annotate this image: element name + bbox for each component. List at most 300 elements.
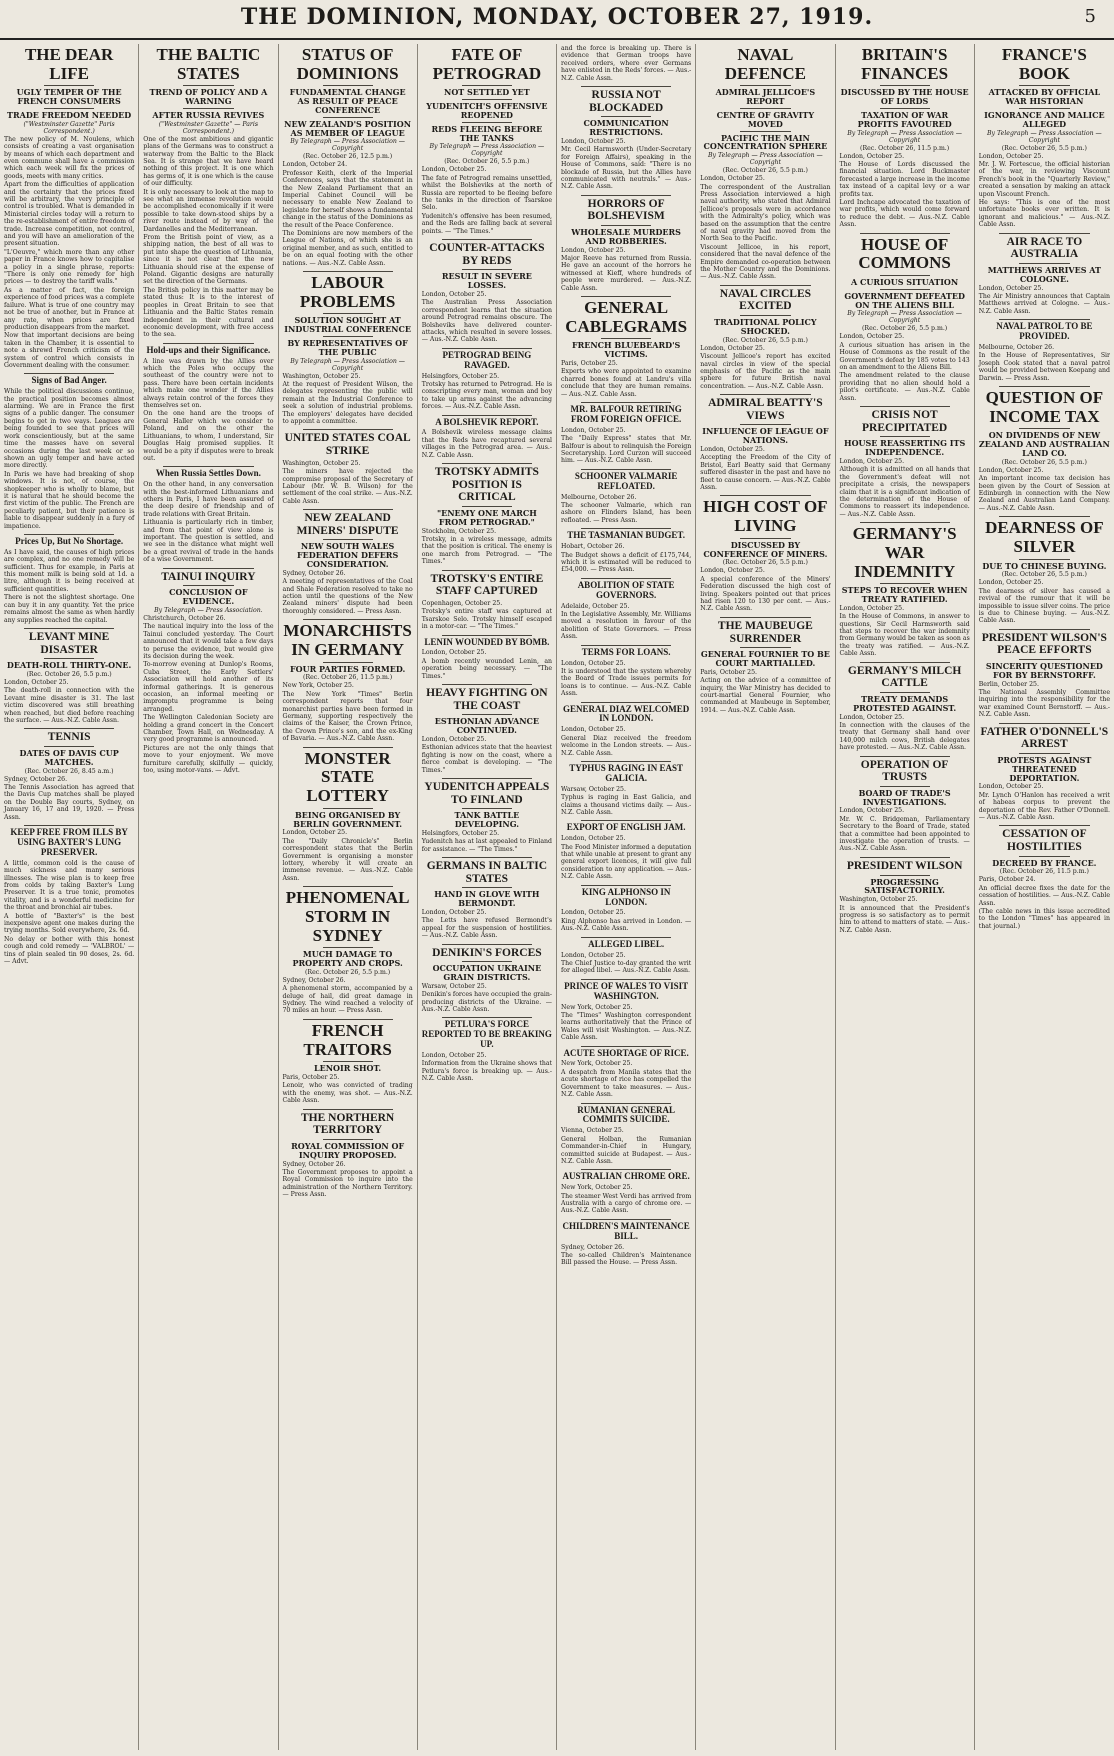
headline-rule — [462, 714, 512, 715]
section-divider — [720, 495, 810, 496]
story-paragraph: Denikin's forces have occupied the grain-producing districts of the Ukraine. — Aus.-N.Z. Cable Assn. — [421, 991, 552, 1013]
section-divider — [999, 825, 1090, 826]
story — [283, 747, 413, 883]
section-divider — [303, 886, 393, 887]
story-subhead: STEPS TO RECOVER WHEN TREATY RATIFIED. — [841, 585, 968, 605]
section-divider — [442, 1017, 532, 1018]
story-paragraph: Trotsky's entire staff was captured at Tsarskoe Selo. Trotsky himself escaped in a motor-car. — "The Times." — [421, 608, 552, 631]
story-subhead: ON DIVIDENDS OF NEW ZEALAND AND AUSTRALIAN LAND CO. — [978, 430, 1110, 458]
story-paragraph: London, October 25. — [700, 344, 765, 352]
story-paragraph: Paris, October 24. — [978, 876, 1036, 884]
story-paragraph: London, October 25. — [421, 908, 487, 916]
story-dateline: (Rec. October 26, 5.5 p.m.) — [1001, 458, 1087, 466]
story-paragraph: London, October 25. — [978, 579, 1044, 587]
story-subhead: DEATH-ROLL THIRTY-ONE. — [6, 660, 132, 671]
story-headline: RUMANIAN GENERAL COMMITS SUICIDE. — [577, 1104, 675, 1125]
story-paragraph: Experts who were appointed to examine charred bones found at Landru's villa conclude that they are human remains. — Aus.-N.Z. Cable Assn. — [561, 368, 692, 398]
headline-rule — [880, 436, 930, 437]
headline-rule — [462, 887, 512, 888]
story-paragraph: London, October 25. — [561, 835, 626, 843]
story-paragraph: Sydney, October 26. — [282, 569, 346, 577]
story-headline: PETLURA'S FORCE REPORTED TO BE BREAKING UP. — [421, 1019, 552, 1050]
section-divider — [581, 296, 671, 297]
story-headline: PRESIDENT WILSON'S PEACE EFFORTS — [981, 631, 1107, 657]
story — [561, 528, 691, 574]
headline-rule — [1019, 428, 1070, 429]
section-divider — [860, 233, 950, 234]
story-subhead: CONCLUSION OF EVIDENCE. — [169, 587, 248, 607]
story — [4, 46, 134, 369]
story-paragraph: As a matter of fact, the foreign experience of food prices was a complete failure. What is true of one country may not be true of another, but in France at any rate, when prices are fixed production disappears from the market. — [4, 286, 135, 331]
headline-rule — [183, 585, 233, 586]
story-subhead: LENOIR SHOT. — [314, 1063, 382, 1074]
section-divider — [442, 635, 532, 636]
story-paragraph: New York, October 25. — [282, 682, 354, 690]
story-paragraph: Sydney, October 26. — [282, 976, 346, 984]
story-headline: GENERAL DIAZ WELCOMED IN LONDON. — [562, 703, 690, 724]
story-headline: CRISIS NOT PRECIPITATED — [862, 409, 948, 434]
story — [283, 619, 413, 742]
headline-rule — [462, 99, 512, 100]
story-paragraph: Hobart, October 26. — [561, 543, 625, 551]
story-subhead: AFTER RUSSIA REVIVES — [152, 109, 265, 120]
story-paragraph: The House of Lords discussed the financial situation. Lord Buckmaster forecasted a large increase in the income tax instead of a capital levy or a war profits tax. — [839, 160, 970, 198]
headline-rule — [462, 808, 512, 809]
story-subhead: DECREED BY FRANCE. — [992, 857, 1097, 868]
story — [979, 629, 1110, 719]
section-divider — [24, 728, 114, 729]
headline-rule — [1019, 263, 1070, 264]
story-headline: MONSTER STATE LOTTERY — [304, 748, 391, 806]
story — [840, 233, 970, 402]
story-paragraph: The steamer West Verdi has arrived from Australia with a cargo of chrome ore. — Aus.-N.Z. Cable Assn. — [561, 1192, 692, 1215]
story-headline: TERMS FOR LOANS. — [581, 646, 671, 657]
story-headline: THE DEAR LIFE — [24, 45, 114, 83]
story-paragraph: Mr. W. C. Bridgeman, Parliamentary Secretary to the Board of Trade, stated that a committee had been appointed to investigate the operation of trusts. — Aus.-N.Z. Cable Assn. — [839, 815, 970, 853]
story-paragraph: One of the most ambitious and gigantic plans of the Germans was to construct a waterway from the Baltic to the Black Sea. It is strange that we have heard nothing of this project. It is one which has germs of, it is one which is the cause of our difficulty. — [143, 135, 274, 188]
headline-rule — [44, 108, 94, 109]
story-source: By Telegraph — Press Association — Copyright — [290, 357, 405, 372]
story-paragraph: A special conference of the Miners' Federation discussed the high cost of living. Speakers pointed out that prices had risen 120 to 130 per cent. — Aus.-N.Z. Cable Assn. — [700, 575, 831, 613]
headline-rule — [880, 108, 930, 109]
story-paragraph: The New York "Times" Berlin correspondent reports that four monarchist parties have been formed in Germany, supporting respectively the claims of the Kaiser, the Crown Prince, the Crown Prince's son, and the ex-King of Bavaria. — Aus.-N.Z. Cable Assn. — [282, 690, 413, 743]
section-divider — [442, 239, 532, 240]
section-divider — [163, 343, 253, 344]
story-paragraph: At the request of President Wilson, the delegates representing the public will remain at the Industrial Conference to seek a solution of industrial problems. The employers' delegates have decided to appoint a committee. — [282, 381, 413, 426]
story — [840, 406, 970, 518]
story-paragraph: The Tennis Association has agreed that the Davis Cup matches shall be played on the Double Bay courts, Sydney, on January 16, 17 and 19, 1920. — Press Assn. — [4, 784, 135, 821]
story-dateline: (Rec. October 26, 5.5 p.m.) — [26, 671, 112, 678]
section-divider — [999, 386, 1090, 387]
story-subhead: TREATY DEMANDS PROTESTED AGAINST. — [853, 693, 957, 713]
story-paragraph: A bottle of "Baxter's" is the best inexpensive agent one makes during the trying months. Sold everywhere, 2s. 6d. — [4, 912, 135, 935]
story-subhead: HOUSE REASSERTING ITS INDEPENDENCE. — [844, 438, 966, 458]
section-divider — [303, 1109, 393, 1110]
story — [840, 857, 970, 934]
headline-rule — [740, 108, 790, 109]
story-paragraph: London, October 25. — [421, 290, 487, 298]
story — [700, 394, 830, 491]
story-dateline: (Rec. October 26, 11.5 p.m.) — [303, 674, 393, 682]
story-paragraph: Mr. J. W. Fortescue, the official historian of the war, in reviewing Viscount French's book in the "Quarterly Review," created a sensation by making an attack upon Viscount French. — [978, 160, 1110, 198]
headline-rule — [462, 122, 512, 123]
story-paragraph: Paris, October 25. — [282, 1074, 340, 1082]
story-paragraph: London, October 25. — [700, 567, 765, 575]
story — [840, 756, 970, 853]
story — [4, 373, 134, 530]
story-paragraph: London, October 25. — [561, 951, 626, 959]
headline-rule — [323, 947, 373, 948]
headline-rule — [183, 108, 233, 109]
section-divider — [442, 415, 532, 416]
story — [979, 723, 1110, 822]
column-5 — [557, 44, 696, 1750]
story-subhead: COMMUNICATION RESTRICTIONS. — [583, 118, 669, 138]
section-divider — [303, 1019, 393, 1020]
story-paragraph: The Chief Justice to-day granted the writ for alleged libel. — Aus.-N.Z. Cable Assn. — [561, 959, 692, 975]
story-headline: QUESTION OF INCOME TAX — [985, 387, 1104, 426]
headline-rule — [601, 225, 651, 226]
story-source: By Telegraph — Press Association — Copyright — [429, 143, 545, 158]
section-divider — [860, 857, 950, 858]
story-headline: OPERATION OF TRUSTS — [860, 758, 949, 784]
section-divider — [442, 857, 532, 858]
section-divider — [581, 702, 671, 703]
story-paragraph: London, October 24. — [282, 161, 348, 169]
story — [143, 568, 273, 775]
story-paragraph: London, October 25. — [839, 713, 905, 721]
story-subhead: UGLY TEMPER OF THE FRENCH CONSUMERS — [16, 87, 122, 107]
story-headline: THE MAUBEUGE SURRENDER — [717, 619, 813, 645]
story-paragraph: Esthonian advices state that the heaviest fighting is now on the coast, where a fierce combat is developing. — "The Times." — [421, 744, 552, 774]
story-paragraph: General Holban, the Rumanian Commander-in-Chief in Hungary, committed suicide at Budapest. — Aus.-N.Z. Cable Assn. — [561, 1135, 692, 1165]
story — [561, 195, 691, 292]
headline-rule — [462, 506, 512, 507]
story-paragraph: An important income tax decision has been given by the Court of Session at Edinburgh in connection with the New Zealand and Australian Land Company. — Aus.-N.Z. Cable Assn. — [978, 475, 1110, 512]
story — [561, 1169, 691, 1215]
story-paragraph: General Diaz received the freedom welcome in the London streets. — Aus.-N.Z. Cable Assn. — [561, 734, 692, 757]
story — [840, 46, 970, 229]
masthead — [0, 0, 1114, 40]
section-divider — [581, 1169, 671, 1170]
section-divider — [581, 937, 671, 938]
story-subhead: TREND OF POLICY AND A WARNING — [149, 87, 268, 107]
story-subhead: DUE TO CHINESE BUYING. — [982, 560, 1107, 571]
story-paragraph: From the British point of view, as a shipping nation, the best of all was to put into shape the question of Lithuania, since it is not clear that the new Lithuania should rise at the expense of Poland. Gigantic designs are naturally set the direction of the Germans. — [143, 234, 274, 286]
story-paragraph: Yudenitch's offensive has been resumed, and the Reds are falling back at several points. — "The Times." — [421, 212, 552, 235]
story-paragraph: Major Reeve has returned from Russia. He gave an account of the horrors he witnessed at Kieff, where hundreds of people were murdered. — Aus.-N.Z. Cable Assn. — [561, 255, 692, 292]
story-paragraph: New York, October 25. — [561, 1184, 633, 1192]
story-paragraph: Although it is admitted on all hands that the Government's defeat will not precipitate a crisis, the newspapers claim that it is a significant indication of the determination of the House of Commons to reassert its independence. — Aus.-N.Z. Cable Assn. — [839, 466, 970, 518]
story-paragraph: "L'Oeuvre," which more than any other paper in France knows how to capitalise a policy in a single phrase, reports: "There is only one remedy for high prices — to destroy the tariff walls." — [4, 248, 135, 286]
story-paragraph: Melbourne, October 26. — [978, 343, 1055, 351]
story-headline: LENIN WOUNDED BY BOMB. — [424, 636, 550, 647]
story-subhead: FRENCH BLUEBEARD'S VICTIMS. — [571, 340, 681, 360]
column-2 — [139, 44, 278, 1750]
story-paragraph: Lithuania is particularly rich in timber, and from that point of view alone is important. The question is settled, and we see in the distance what might well be a great revival of trade in the hands of a wise Government. — [143, 519, 274, 564]
story-headline: A BOLSHEVIK REPORT. — [435, 416, 539, 427]
story-headline: CESSATION OF HOSTILITIES — [1002, 828, 1087, 853]
story — [979, 46, 1110, 229]
story-subhead: ROYAL COMMISSION OF INQUIRY PROPOSED. — [291, 1140, 405, 1160]
story-headline: EXPORT OF ENGLISH JAM. — [566, 822, 686, 833]
headline-rule — [1019, 659, 1070, 660]
story-subhead: PROTESTS AGAINST THREATENED DEPORTATION. — [997, 754, 1092, 783]
story — [700, 495, 830, 612]
story-paragraph: Information from the Ukraine shows that Petlura's force is breaking up. — Aus.-N.Z. Cable Assn. — [421, 1060, 552, 1083]
headline-rule — [323, 1139, 373, 1140]
story — [561, 1046, 691, 1099]
story-headline: HOUSE OF COMMONS — [858, 234, 951, 273]
story-paragraph: The "Daily Chronicle's" Berlin correspondent states that the Berlin Government is organising a monster lottery, whereby it will create an immense revenue. — Aus.-N.Z. Cable Assn. — [282, 837, 413, 882]
story — [422, 46, 552, 235]
story-paragraph: The fate of Petrograd remains unsettled, whilst the Bolsheviks at the north of Russia are reported to be fleeing before the tanks in the direction of Tsarskoe Selo. — [421, 174, 552, 212]
story-headline: PRINCE OF WALES TO VISIT WASHINGTON. — [564, 980, 689, 1001]
story-paragraph: On the other hand, in any conversation with the best-informed Lithuanians and others in Paris, I have been assured of the deep desire of friendship and of trade relations with Great Britain. — [143, 481, 274, 518]
headline-rule — [323, 336, 373, 337]
headline-rule — [740, 85, 790, 86]
page-number: 5 — [1084, 6, 1096, 27]
section-divider — [24, 628, 114, 629]
story — [4, 728, 134, 821]
story-paragraph: London, October 25. — [978, 152, 1044, 160]
story-paragraph: (The cable news in this issue accredited to the London "Times" has appeared in that journal.) — [978, 908, 1110, 930]
section-divider — [581, 402, 671, 403]
story — [979, 233, 1110, 316]
story-paragraph: A little, common cold is the cause of much sickness and many serious illnesses. The wise plan is to keep free from colds by taking Baxter's Lung Preserver. It is a true tonic, promotes vitality, and is a wonderful medicine for the throat and bronchial air tubes. — [4, 859, 135, 912]
story-headline: TROTSKY ADMITS POSITION IS CRITICAL — [434, 466, 539, 504]
story-headline: NAVAL DEFENCE — [724, 45, 806, 83]
story-headline: KING ALPHONSO IN LONDON. — [581, 886, 671, 907]
story-subhead: BEING ORGANISED BY BERLIN GOVERNMENT. — [293, 809, 403, 829]
story-source: By Telegraph — Press Association. — [154, 606, 263, 614]
story-dateline: (Rec. October 26, 5.5 p.m.) — [722, 336, 808, 344]
story-headline: FRANCE'S BOOK — [1001, 45, 1087, 83]
story-subhead: GOVERNMENT DEFEATED ON THE ALIENS BILL — [844, 290, 965, 310]
story-paragraph: It is only necessary to look at the map to see what an immense revolution would be accomplished economically if it were possible to take down-stood ships by a river route instead of by way of the Dardanelles and the Mediterranean. — [143, 188, 274, 233]
section-divider — [442, 348, 532, 349]
story-headline: PHENOMENAL STORM IN SYDNEY — [285, 888, 410, 945]
section-divider — [24, 825, 114, 826]
story-subhead: NOT SETTLED YET — [444, 87, 530, 98]
story-paragraph: A bomb recently wounded Lenin, an operation being necessary. — "The Times." — [421, 657, 552, 680]
story-paragraph: London, October 25. — [561, 246, 626, 254]
headline-rule — [44, 85, 94, 86]
headline-rule — [1019, 559, 1070, 560]
story-paragraph: London, October 25. — [4, 679, 69, 686]
story-headline: HEAVY FIGHTING ON THE COAST — [426, 687, 548, 712]
story-subhead: DATES OF DAVIS CUP MATCHES. — [19, 748, 119, 767]
story-paragraph: London, October 25. — [421, 166, 487, 174]
story-paragraph: Warsaw, October 25. — [421, 982, 487, 990]
story-headline: ADMIRAL BEATTY'S VIEWS — [708, 397, 823, 422]
story-paragraph: The Government proposes to appoint a Royal Commission to inquire into the administration of the Northern Territory. — Press Assn. — [282, 1168, 413, 1199]
headline-rule — [740, 538, 790, 539]
story-paragraph: London, October 25. — [839, 333, 905, 341]
section-divider — [581, 86, 671, 87]
story-headline: CHILDREN'S MAINTENANCE BILL. — [562, 1220, 690, 1241]
story — [561, 45, 691, 82]
story-subhead: CENTRE OF GRAVITY MOVED — [716, 109, 815, 129]
column-7 — [836, 44, 975, 1750]
story-headline: COUNTER-ATTACKS BY REDS — [429, 242, 545, 267]
story-paragraph: An official decree fixes the date for the cessation of hostilities. — Aus.-N.Z. Cable Assn. — [978, 884, 1110, 907]
story-headline: THE NORTHERN TERRITORY — [301, 1111, 395, 1137]
story — [561, 86, 691, 191]
story-paragraph: It is understood that the system whereby the Board of Trade issues permits for loans is to continue. — Aus.-N.Z. Cable Assn. — [561, 667, 692, 698]
headline-rule — [462, 85, 512, 86]
story-subhead: SINCERITY QUESTIONED FOR BY BERNSTORFF. — [985, 661, 1103, 680]
section-divider — [303, 747, 393, 748]
section-divider — [581, 979, 671, 980]
story-subhead: DISCUSSED BY THE HOUSE OF LORDS — [840, 87, 969, 107]
story-paragraph: Apart from the difficulties of application and the certainty that the prices fixed will be arbitrary, the very principle of control is troubled. What is demanded in Ministerial circles today will a return to the re-establishment of entire freedom of trade. Increase competition, not control, and you will have an amelioration of the present situation. — [4, 181, 135, 248]
story — [283, 46, 413, 267]
section-divider — [999, 723, 1090, 724]
section-divider — [442, 570, 532, 571]
story-paragraph: The British policy in this matter may be stated thus: It is to the interest of peoples in Great Britain to see that Lithuania and the Baltic States remain independent in their cultural and economic development, with free access to the sea. — [143, 286, 274, 339]
section-divider — [860, 406, 950, 407]
story — [700, 285, 830, 390]
story-paragraph: London, October 25. — [700, 175, 765, 183]
headline-rule — [323, 85, 373, 86]
section-divider — [581, 885, 671, 886]
story-paragraph: While the political discussions continue, the practical position becomes almost alarming. We are in France the first signs of a public danger. The consumer begins to get in two ways. Leagues are being founded to see that prices will work conscientiously, but at the same time the masses have on several occasions during the last week or so shown an ugly temper and have acted more directly. — [4, 388, 135, 470]
story-paragraph: Professor Keith, clerk of the Imperial Conferences, says that the statement in the New Zealand Parliament that an Imperial Cabinet Council will be necessary to enable New Zealand to legislate for herself shows a fundamental change in the status of the Dominions as the result of the Peace Conference. — [282, 169, 413, 229]
headline-rule — [323, 1061, 373, 1062]
section-divider — [303, 271, 393, 272]
section-divider — [303, 429, 393, 430]
story — [561, 979, 691, 1042]
story — [561, 885, 691, 933]
story-paragraph: A phenomenal storm, accompanied by a deluge of hail, did great damage in Sydney. The wind reached a velocity of 70 miles an hour. — Press Assn. — [282, 985, 413, 1015]
story — [561, 645, 691, 698]
story-subhead: GENERAL FOURNIER TO BE COURT MARTIALLED. — [700, 649, 830, 668]
story-subhead: FUNDAMENTAL CHANGE AS RESULT OF PEACE CONFERENCE — [289, 87, 406, 115]
section-divider — [581, 1219, 671, 1220]
story — [700, 46, 830, 281]
story-paragraph: Copenhagen, October 25. — [421, 599, 503, 607]
story-paragraph: Viscount Jellicoe, in his report, considered that the naval defence of the Empire demanded co-operation between the Mother Country and the Dominions. — Aus.-N.Z. Cable Assn. — [700, 243, 831, 281]
story-paragraph: The amendment related to the clause providing that no alien should hold a pilot's certificate. — Aus.-N.Z. Cable Assn. — [839, 372, 970, 402]
story-headline: HIGH COST OF LIVING — [703, 497, 828, 536]
headline-rule — [740, 647, 790, 648]
headline-rule — [1019, 753, 1070, 754]
story-paragraph: New York, October 25. — [561, 1003, 633, 1011]
section-divider — [860, 756, 950, 757]
story-paragraph: It is announced that the President's progress is so satisfactory as to permit him to attend to matters of state. — Aus.-N.Z. Cable Assn. — [839, 904, 970, 934]
story-dateline: (Rec. October 26, 5.5 p.m.) — [1001, 144, 1087, 152]
story-headline: TENNIS — [47, 731, 91, 744]
story-source: By Telegraph — Press Association — Copyright — [847, 310, 962, 325]
story — [422, 684, 552, 774]
story — [979, 516, 1110, 625]
column-4 — [418, 44, 557, 1750]
story-subhead: FOUR PARTIES FORMED. — [290, 663, 406, 674]
headline-rule — [462, 269, 512, 270]
section-divider — [581, 820, 671, 821]
story-paragraph: London, October 25. — [421, 1052, 487, 1060]
story — [422, 857, 552, 940]
story-subhead: PROGRESSING SATISFACTORILY. — [864, 876, 945, 896]
story-paragraph: Washington, October 25. — [839, 896, 918, 904]
story-paragraph: New York, October 25. — [561, 1060, 633, 1068]
story-paragraph: London, October 25. — [561, 137, 626, 145]
story-subhead: HAND IN GLOVE WITH BERMONDT. — [434, 889, 540, 909]
story — [979, 386, 1110, 512]
section-divider — [581, 578, 671, 579]
story-headline: GENERAL CABLEGRAMS — [565, 298, 688, 336]
story-paragraph: Berlin, October 25. — [978, 680, 1039, 688]
story-paragraph: The Letts have refused Bermondt's appeal for the suspension of hostilities. — Aus.-N.Z. Cable Assn. — [421, 917, 552, 940]
section-divider — [999, 516, 1090, 517]
story — [283, 1109, 413, 1199]
story-subhead: INFLUENCE OF LEAGUE OF NATIONS. — [702, 426, 829, 446]
story-headline: BRITAIN'S FINANCES — [861, 45, 949, 83]
section-divider — [581, 761, 671, 762]
story-paragraph: Yudenitch has at last appealed to Finland for assistance. — "The Times." — [421, 838, 552, 853]
story-paragraph: The new policy of M. Noulens, which consists of creating a vast organisation by means of which each department and even commune shall have a commission which each week will fix the prices of goods, meets with many critics. — [4, 135, 135, 180]
story — [143, 466, 273, 563]
story-paragraph: The Budget shows a deficit of £175,744, which it is estimated will be reduced to £54,000. — Press Assn. — [561, 551, 692, 574]
story-paragraph: In the House of Commons, in answer to questions, Sir Cecil Harmsworth said that steps to recover the war indemnity from Germany would be taken as soon as the treaty was ratified. — Aus.-N.Z. Cable Assn. — [839, 613, 970, 658]
story — [422, 348, 552, 411]
column-3 — [279, 44, 418, 1750]
story-headline: HORRORS OF BOLSHEVISM — [587, 197, 665, 223]
story-headline: THE TASMANIAN BUDGET. — [567, 530, 686, 541]
story-dateline: (Rec. October 26, 5.5 p.m.) — [722, 559, 808, 567]
story-paragraph: Typhus is raging in East Galicia, and claims a thousand victims daily. — Aus.-N.Z. Cable Assn. — [561, 794, 692, 816]
story-paragraph: The Dominions are now members of the League of Nations, of which she is an original member, and as such, entitled to be on an equal footing with the other nations. — Aus.-N.Z. Cable Assn. — [282, 230, 413, 267]
headline-rule — [740, 315, 790, 316]
headline-rule — [323, 313, 373, 314]
story-headline: Prices Up, But No Shortage. — [15, 535, 124, 546]
story — [4, 825, 134, 965]
story-headline: ACUTE SHORTAGE OF RICE. — [563, 1047, 689, 1058]
story-dateline: (Rec. October 26, 5.5 p.m.) — [444, 158, 530, 166]
story — [4, 534, 134, 624]
section-divider — [303, 619, 393, 620]
story-subhead: SOLUTION SOUGHT AT INDUSTRIAL CONFERENCE — [284, 315, 411, 335]
story-paragraph: Washington, October 25. — [282, 372, 361, 380]
story-paragraph: Mr. Lynch O'Hanlon has received a writ of habeas corpus to prevent the deportation of the Rev. Father O'Donnell. — Aus.-N.Z. Cable Assn. — [978, 791, 1110, 821]
story — [143, 46, 273, 339]
section-divider — [581, 1103, 671, 1104]
story-dateline: (Rec. October 26, 8.45 a.m.) — [24, 767, 114, 775]
story-paragraph: The Australian Press Association correspondent learns that the situation around Petrograd remains obscure. The Bolsheviks have delivered counter-attacks, which resulted in severe losses. — Aus.-N.Z. Cable Assn. — [421, 299, 552, 344]
story — [840, 662, 970, 752]
story-headline: TYPHUS RAGING IN EAST GALICIA. — [569, 762, 684, 783]
story-dateline: (Rec. October 26, 5.5 p.m.) — [862, 325, 948, 333]
story-subhead: NEW SOUTH WALES FEDERATION DEFERS CONSIDERATION. — [297, 541, 399, 570]
story-headline: SCHOONER VALMARIE REFLOATED. — [574, 470, 678, 491]
section-divider — [163, 568, 253, 569]
story-headline: PRESIDENT WILSON — [846, 859, 963, 872]
headline-rule — [1019, 85, 1070, 86]
story-paragraph: Helsingfors, October 25. — [421, 829, 500, 837]
story-paragraph: Christchurch, October 26. — [143, 614, 226, 622]
column-1 — [0, 44, 139, 1750]
story-paragraph: London, October 25. — [561, 726, 626, 734]
story-subhead: DISCUSSED BY CONFERENCE OF MINERS. — [703, 539, 828, 559]
section-divider — [860, 662, 950, 663]
story-subhead: BOARD OF TRADE'S INVESTIGATIONS. — [858, 787, 951, 807]
story-subhead: NEW ZEALAND'S POSITION AS MEMBER OF LEAGUE — [284, 118, 412, 138]
headline-rule — [880, 85, 930, 86]
story-paragraph: Vienna, October 25. — [561, 1127, 624, 1135]
story — [561, 702, 691, 757]
story-paragraph: The "Daily Express" states that Mr. Balfour is about to relinquish the Foreign Secretaryship. Lord Curzon will succeed him. — Aus.-N.Z. Cable Assn. — [561, 435, 692, 465]
